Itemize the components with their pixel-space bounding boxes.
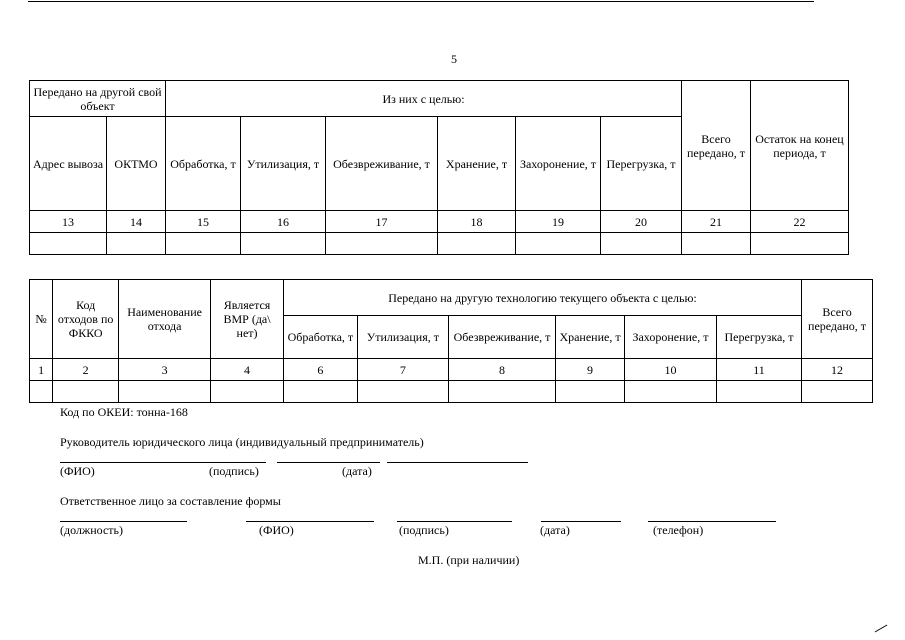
empty-cell[interactable] bbox=[166, 233, 241, 255]
empty-cell[interactable] bbox=[357, 381, 448, 403]
col-number: 1 bbox=[30, 359, 53, 381]
col-neutralization: Обезвреживание, т bbox=[448, 316, 555, 359]
empty-cell[interactable] bbox=[283, 381, 357, 403]
empty-cell[interactable] bbox=[516, 233, 601, 255]
fio2-caption: (ФИО) bbox=[259, 523, 294, 537]
transfer-own-object-table bbox=[29, 80, 849, 255]
fio-line[interactable] bbox=[60, 462, 266, 463]
col-number: 17 bbox=[326, 211, 438, 233]
col-storage: Хранение, т bbox=[556, 316, 625, 359]
col-neutralization: Обезвреживание, т bbox=[326, 117, 438, 211]
col-number: 13 bbox=[30, 211, 107, 233]
signature-line[interactable] bbox=[277, 462, 380, 463]
col-total: Всего передано, т bbox=[682, 81, 751, 211]
col-total: Всего передано, т bbox=[802, 280, 873, 359]
head-label: Руководитель юридического лица (индивидуальный предприниматель) bbox=[60, 435, 424, 449]
col-storage: Хранение, т bbox=[438, 117, 516, 211]
empty-cell[interactable] bbox=[682, 233, 751, 255]
col-burial: Захоронение, т bbox=[624, 316, 716, 359]
signature-caption: (подпись) bbox=[209, 464, 259, 478]
top-rule bbox=[28, 1, 814, 2]
empty-cell[interactable] bbox=[601, 233, 682, 255]
transfer-technology-table bbox=[29, 279, 873, 403]
empty-cell[interactable] bbox=[241, 233, 326, 255]
phone-caption: (телефон) bbox=[653, 523, 704, 537]
responsible-label: Ответственное лицо за составление формы bbox=[60, 494, 281, 508]
col-number: 6 bbox=[283, 359, 357, 381]
col-number: 8 bbox=[448, 359, 555, 381]
col-number: 16 bbox=[241, 211, 326, 233]
col-number: 15 bbox=[166, 211, 241, 233]
position-line[interactable] bbox=[60, 521, 187, 522]
empty-cell[interactable] bbox=[211, 381, 284, 403]
empty-cell[interactable] bbox=[717, 381, 802, 403]
col-burial: Захоронение, т bbox=[516, 117, 601, 211]
col-waste-name: Наименование отхода bbox=[119, 280, 211, 359]
empty-cell[interactable] bbox=[448, 381, 555, 403]
col-address: Адрес вывоза bbox=[30, 117, 107, 211]
col-no: № bbox=[30, 280, 53, 359]
col-processing: Обработка, т bbox=[283, 316, 357, 359]
position-caption: (должность) bbox=[60, 523, 123, 537]
col-number: 18 bbox=[438, 211, 516, 233]
col-number: 3 bbox=[119, 359, 211, 381]
col-number: 12 bbox=[802, 359, 873, 381]
phone-line[interactable] bbox=[648, 521, 776, 522]
header-of-them: Из них с целью: bbox=[166, 81, 682, 117]
col-remainder: Остаток на конец периода, т bbox=[751, 81, 849, 211]
date-line[interactable] bbox=[387, 462, 528, 463]
col-utilization: Утилизация, т bbox=[357, 316, 448, 359]
empty-cell[interactable] bbox=[802, 381, 873, 403]
col-utilization: Утилизация, т bbox=[241, 117, 326, 211]
col-number: 11 bbox=[717, 359, 802, 381]
col-number: 21 bbox=[682, 211, 751, 233]
header-transferred-own: Передано на другой свой объект bbox=[30, 81, 166, 117]
empty-cell[interactable] bbox=[30, 233, 107, 255]
date2-line[interactable] bbox=[541, 521, 621, 522]
empty-cell[interactable] bbox=[53, 381, 119, 403]
col-number: 2 bbox=[53, 359, 119, 381]
page-number: 5 bbox=[451, 52, 457, 66]
col-number: 4 bbox=[211, 359, 284, 381]
empty-cell[interactable] bbox=[119, 381, 211, 403]
empty-cell[interactable] bbox=[624, 381, 716, 403]
col-number: 20 bbox=[601, 211, 682, 233]
col-reload: Перегрузка, т bbox=[601, 117, 682, 211]
okei-code: Код по ОКЕИ: тонна-168 bbox=[60, 405, 188, 419]
empty-cell[interactable] bbox=[556, 381, 625, 403]
col-number: 22 bbox=[751, 211, 849, 233]
col-number: 19 bbox=[516, 211, 601, 233]
col-waste-code: Код отходов по ФККО bbox=[53, 280, 119, 359]
date-caption: (дата) bbox=[342, 464, 372, 478]
signature2-caption: (подпись) bbox=[399, 523, 449, 537]
empty-cell[interactable] bbox=[326, 233, 438, 255]
date2-caption: (дата) bbox=[540, 523, 570, 537]
col-processing: Обработка, т bbox=[166, 117, 241, 211]
col-number: 9 bbox=[556, 359, 625, 381]
stamp-note: М.П. (при наличии) bbox=[418, 553, 520, 567]
header-transferred-tech: Передано на другую технологию текущего объекта с целью: bbox=[283, 280, 801, 316]
fio2-line[interactable] bbox=[246, 521, 374, 522]
col-oktmo: ОКТМО bbox=[107, 117, 166, 211]
empty-cell[interactable] bbox=[751, 233, 849, 255]
empty-cell[interactable] bbox=[438, 233, 516, 255]
col-number: 14 bbox=[107, 211, 166, 233]
col-vmr: Является ВМР (да\ нет) bbox=[211, 280, 284, 359]
corner-mark bbox=[875, 625, 888, 633]
col-number: 10 bbox=[624, 359, 716, 381]
col-reload: Перегрузка, т bbox=[717, 316, 802, 359]
col-number: 7 bbox=[357, 359, 448, 381]
empty-cell[interactable] bbox=[107, 233, 166, 255]
fio-caption: (ФИО) bbox=[60, 464, 95, 478]
signature2-line[interactable] bbox=[397, 521, 512, 522]
empty-cell[interactable] bbox=[30, 381, 53, 403]
